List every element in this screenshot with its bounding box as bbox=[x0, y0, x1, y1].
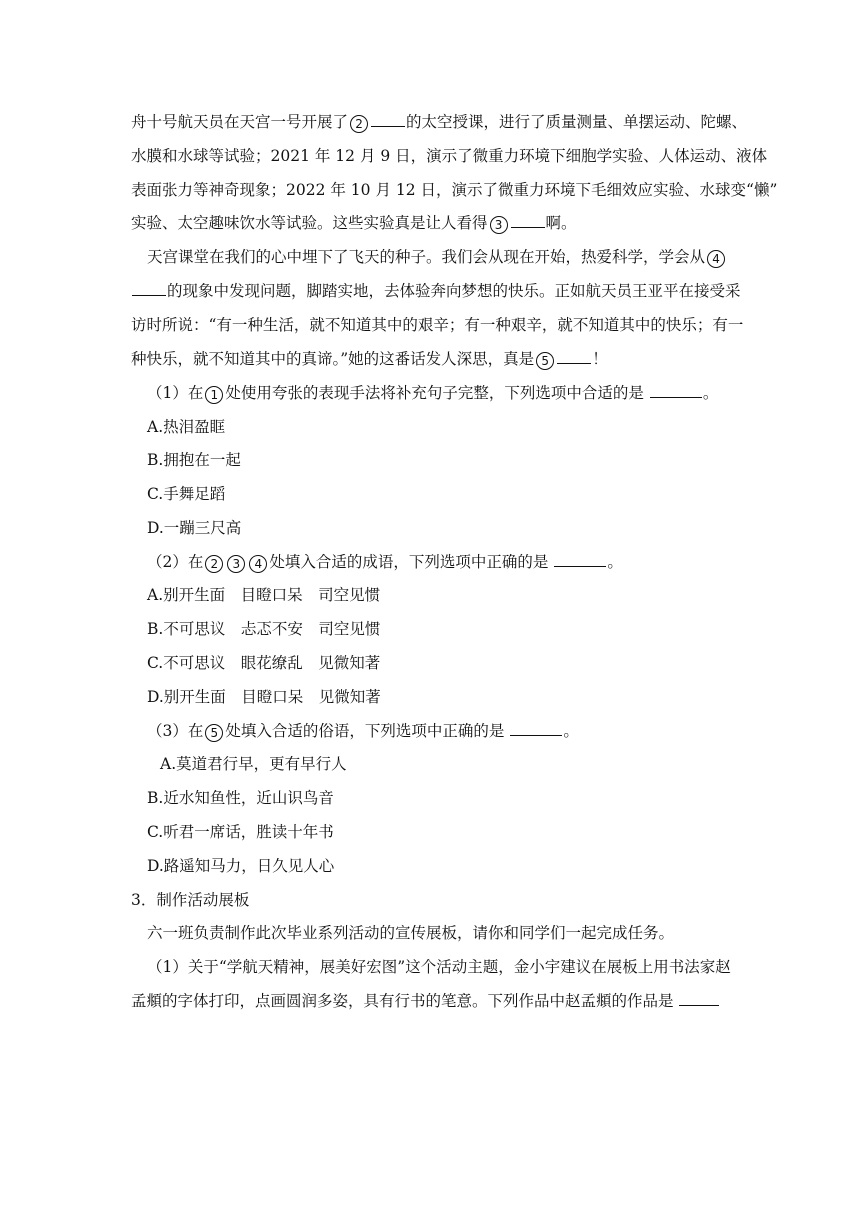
circled-number: 2 bbox=[205, 555, 223, 573]
text: 种快乐，就不知道其中的真谛。”她的这番话发人深思，真是 bbox=[131, 350, 535, 368]
circled-number: 4 bbox=[249, 555, 267, 573]
question-2-stem bbox=[147, 552, 747, 573]
question-1-option-a[interactable]: A.热泪盈眶 bbox=[147, 418, 226, 436]
circled-number: 4 bbox=[707, 250, 725, 268]
answer-blank[interactable] bbox=[554, 552, 606, 567]
circled-number: 1 bbox=[205, 386, 223, 404]
text: 。 bbox=[607, 553, 623, 571]
circled-number: 5 bbox=[536, 352, 554, 370]
text: 舟十号航天员在天宫一号开展了 bbox=[131, 113, 349, 131]
circled-number: 3 bbox=[227, 555, 245, 573]
text: 水膜和水球等试验；2021 年 12 月 9 日，演示了微重力环境下细胞学实验、人体运动、液体 bbox=[131, 147, 768, 165]
answer-blank[interactable] bbox=[650, 383, 702, 398]
passage-line-7 bbox=[131, 315, 744, 335]
question-1-stem bbox=[147, 383, 747, 404]
answer-blank[interactable] bbox=[557, 349, 591, 364]
question-3-option-a[interactable]: A.莫道君行早，更有早行人 bbox=[160, 755, 347, 773]
circled-number: 3 bbox=[490, 216, 508, 234]
text: （3）在 bbox=[147, 722, 204, 740]
text: 。 bbox=[563, 722, 579, 740]
question-2-option-c[interactable]: C.不可思议 眼花缭乱 见微知著 bbox=[147, 654, 381, 672]
question-1-option-b[interactable]: B.拥抱在一起 bbox=[147, 451, 241, 469]
text: 访时所说：“有一种生活，就不知道其中的艰辛；有一种艰辛，就不知道其中的快乐；有一 bbox=[131, 316, 744, 334]
question-2-option-b[interactable]: B.不可思议 忐忑不安 司空见惯 bbox=[147, 620, 381, 638]
passage-line-8 bbox=[131, 349, 731, 370]
text: 孟頫的字体打印，点画圆润多姿，具有行书的笔意。下列作品中赵孟頫的作品是 bbox=[131, 992, 674, 1010]
text: 天宫课堂在我们的心中埋下了飞天的种子。我们会从现在开始，热爱科学，学会从 bbox=[147, 248, 706, 266]
passage-line-2 bbox=[131, 146, 768, 166]
circled-number: 5 bbox=[205, 724, 223, 742]
question-3-option-d[interactable]: D.路遥知马力，日久见人心 bbox=[147, 857, 335, 875]
text: 实验、太空趣味饮水等试验。这些实验真是让人看得 bbox=[131, 214, 488, 232]
circled-number: 2 bbox=[350, 115, 368, 133]
question-1-option-c[interactable]: C.手舞足蹈 bbox=[147, 485, 226, 503]
question-3-option-c[interactable]: C.听君一席话，胜读十年书 bbox=[147, 823, 334, 841]
answer-blank[interactable] bbox=[371, 112, 405, 127]
text: 的现象中发现问题，脚踏实地，去体验奔向梦想的快乐。正如航天员王亚平在接受采 bbox=[167, 282, 741, 300]
question-3-option-b[interactable]: B.近水知鱼性，近山识鸟音 bbox=[147, 789, 334, 807]
answer-blank[interactable] bbox=[679, 991, 719, 1006]
section-3-question-1-line-1: （1）关于“学航天精神，展美好宏图”这个活动主题，金小宇建议在展板上用书法家赵 bbox=[147, 958, 731, 976]
question-2-option-a[interactable]: A.别开生面 目瞪口呆 司空见惯 bbox=[147, 586, 381, 604]
passage-line-3 bbox=[131, 180, 778, 200]
text: （1）在 bbox=[147, 384, 204, 402]
question-3-stem bbox=[147, 721, 747, 742]
section-3-intro: 六一班负责制作此次毕业系列活动的宣传展板，请你和同学们一起完成任务。 bbox=[147, 924, 675, 942]
section-3-question-1-line-2 bbox=[131, 991, 731, 1011]
text: 处填入合适的成语，下列选项中正确的是 bbox=[269, 553, 549, 571]
answer-blank[interactable] bbox=[510, 721, 562, 736]
passage-line-6 bbox=[131, 281, 741, 301]
text: 处填入合适的俗语，下列选项中正确的是 bbox=[225, 722, 505, 740]
text: 啊。 bbox=[545, 214, 577, 232]
question-1-option-d[interactable]: D.一蹦三尺高 bbox=[147, 519, 242, 537]
text: 的太空授课，进行了质量测量、单摆运动、陀螺、 bbox=[406, 113, 748, 131]
passage-line-5 bbox=[147, 247, 747, 268]
section-3-heading: 3．制作活动展板 bbox=[131, 891, 250, 909]
text: 。 bbox=[702, 384, 719, 402]
text: 处使用夸张的表现手法将补充句子完整，下列选项中合适的是 bbox=[225, 384, 644, 402]
answer-blank[interactable] bbox=[511, 213, 545, 228]
text: 表面张力等神奇现象；2022 年 10 月 12 日，演示了微重力环境下毛细效应实验、水球变“懒” bbox=[131, 181, 778, 199]
answer-blank[interactable] bbox=[132, 281, 166, 296]
question-2-option-d[interactable]: D.别开生面 目瞪口呆 见微知著 bbox=[147, 688, 381, 706]
passage-line-4 bbox=[131, 213, 731, 234]
text: （2）在 bbox=[147, 553, 204, 571]
text: ！ bbox=[592, 350, 608, 368]
passage-line-1 bbox=[131, 112, 748, 133]
